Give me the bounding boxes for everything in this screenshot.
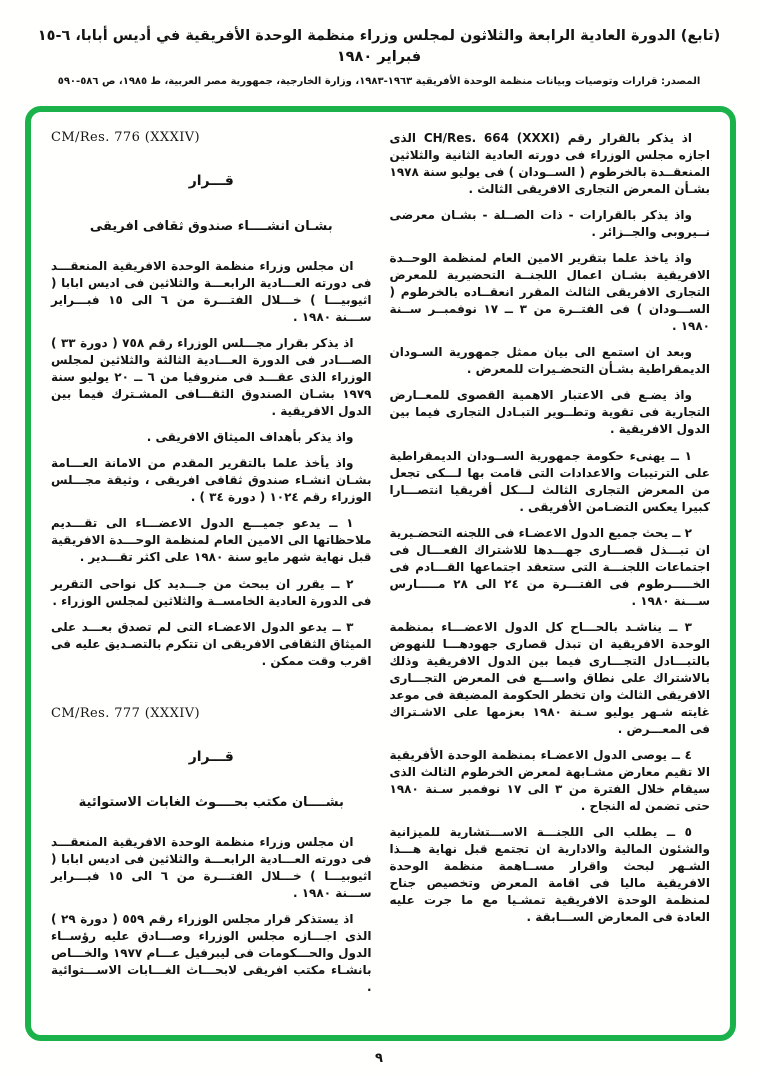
resolution-subject: بشـان انشــــاء صندوق ثقافى افريقى — [89, 219, 333, 234]
paragraph: واذ يذكر بأهداف الميثاق الافريقى . — [146, 430, 354, 445]
paragraph: ان مجلس وزراء منظمة الوحدة الافريقية المنعقـــد فى دورته العـــادية الرابعـــة والثلاثين فى اديس ابابا ( اثيوبيـــا ) خـــلال الفتـــرة من ٦ الى ١٥ فبـــراير ســـنة ١٩٨٠ . — [51, 834, 372, 900]
green-border-content-box — [25, 106, 736, 1041]
source-line: المصدر: قرارات وتوصيات وبيانات منظمة الوحدة الأفريقية ١٩٦٣-١٩٨٣، وزارة الخارجية، جمهورية مصر العربية، ط ١٩٨٥، ص ٥٨٦-٥٩٠ — [57, 76, 701, 88]
page-title: (تابع) الدورة العادية الرابعة والثلاثون لمجلس وزراء منظمة الوحدة الأفريقية في أديس أبابا، ٦-١٥ فبراير ١٩٨٠ — [37, 28, 721, 66]
paragraph: ١ ــ يدعو جميـــع الدول الاعضـــاء الى تقـــديم ملاحظاتها الى الامين العام لمنظمة الوحـــدة الافريقية قبل نهاية شهر مايو سنة ١٩٨٠ على اكثر تقـــدير . — [51, 516, 372, 565]
resolution-heading: قـــرار — [188, 173, 234, 189]
paragraph: واذ ياخذ علما بتقرير الامين العام لمنظمة الوحــدة الافريقية بشـان اعمال اللجنــة التحضيرية للمعرض التجارى الافريقى الثالث المقرر انعقــاده بالخرطوم ( الســـودان ) فى الفتــرة من ٣ ــ ١٧ نوفمبــر ســنة ١٩٨٠ . — [389, 251, 710, 334]
resolution-heading: قـــرار — [188, 748, 234, 765]
document-header — [26, 26, 732, 87]
paragraph: واذ يذكر بالقرارات - ذات الصــلة - بشـان معرضى نــيروبى والجــزائر . — [389, 208, 710, 240]
paragraph: ٢ ــ يقرر ان يبحث من جـــديد كل نواحى التقرير فى الدورة العادية الخامســة والثلاثين لمجلس الوزراء . — [51, 576, 372, 608]
paragraph: ٥ ــ يطلب الى اللجنـــة الاســـتشارية للميزانية والشئون المالية والادارية ان تجتمع قبل نهاية هـــذا الشـهر لبحث واقرار مســاهمة منظمة الوحدة الافريقية ماليا فى اقامة المعرض وتخصيص جناح لمنظمة الوحدة الافريقية تمشـيا مع ما جرت عليه العادة فى المعارض الســـابقة . — [389, 825, 710, 925]
resolution-777 — [51, 706, 372, 996]
paragraph: ٣ ــ يناشـد بالحـــاح كل الدول الاعضـــاء بمنظمة الوحدة الافريقية ان تبذل قصارى جهودهـــا للنهوض بالتبـــادل التجـــارى فيما بين الدول الافريقية وذلك بالاشتراك على نطاق واســـع فى المعرض التجـــارى الافريقى الثالث وان تخطر الحكومة المضيفة فى موعد غايته شـهر يوليو سـنة ١٩٨٠ بعزمها على الاشـتراك فى المعـــرض . — [389, 619, 711, 736]
paragraph: ٤ ــ يوصى الدول الاعضـاء بمنظمة الوحدة الأفريقية الا تقيم معارض مشـابهة لمعرض الخرطوم الثالث الذى سيقام خلال الفترة من ٣ الى ١٧ نوفمبر سـنة ١٩٨٠ حتى تضمن له النجاح . — [389, 748, 711, 814]
resolution-ref: CM/Res. 777 (XXXIV) — [51, 705, 201, 721]
paragraph: ٣ ــ يدعو الدول الاعضـاء التى لم تصدق بعـــد على الميثاق الثقافى الافريقى ان تتكرم بالتصـديق عليه فى اقرب وقت ممكن . — [51, 619, 372, 668]
paragraph: ان مجلس وزراء منظمة الوحدة الافريقية المنعقـــد فى دورته العـــادية الرابعـــة والثلاثين فى اديس ابابا ( اثيوبيـــا ) خـــلال الفتـــرة من ٦ الى ١٥ فبـــراير ســـنة ١٩٨٠ . — [51, 259, 372, 325]
paragraph: واذ يأخذ علما بالتقرير المقدم من الامانة العـــامة بشـان انشـاء صندوق ثقافى افريقى ، وثيقة مجـــلس الوزراء رقم ١٠٢٤ ( دورة ٣٤ ) . — [51, 456, 372, 505]
resolution-ref: CM/Res. 776 (XXXIV) — [51, 130, 201, 145]
left-column — [51, 130, 372, 1017]
paragraph: وبعد ان استمع الى بيان ممثل جمهورية السـودان الديمقراطية بشـأن التحضـيرات للمعرض . — [389, 345, 710, 377]
right-column — [390, 130, 711, 1017]
paragraph: ١ ــ يهنىء حكومة جمهورية الســودان الديمقراطية على الترتيبات والاعدادات التى قامت بها لـــكى تجعل من المعرض التجارى الثالث لـــكل أفريقيا انتصـــارا كبيرا يعكس التضـامن الأفريقى . — [389, 448, 710, 514]
paragraph: اذ يذكر بالقرار رقم ‎CH/Res. 664 (XXXI)‎ الذى اجازه مجلس الوزراء فى دورته العادية الثانية والثلاثين المنعقــدة بالخرطوم ( الســودان ) فى يوليو سنة ١٩٧٨ بشـأن المعرض التجارى الافريقى الثالث . — [389, 131, 710, 197]
resolution-subject: بشــــان مكتب بحــــوث الغابات الاستوائية — [78, 794, 344, 810]
resolution-776 — [51, 130, 372, 670]
page-number: ٩ — [375, 1051, 383, 1066]
paragraph: اذ يذكر بقرار مجـــلس الوزراء رقم ٧٥٨ ( دورة ٣٣ ) الصـــادر فى الدورة العـــادية الثالثة والثلاثين لمجلس الوزراء الذى عقـــد فى منروفيا من ٦ ــ ٢٠ يوليو سنة ١٩٧٩ بشـان الصندوق الثقـــافى المشـترك فيما بين الدول الافريقية . — [51, 336, 372, 419]
paragraph: اذ يستذكر قرار مجلس الوزراء رقم ٥٥٩ ( دورة ٢٩ ) الذى اجـــازه مجلس الوزراء وصـــادق عليه رؤســاء الدول والحـــكومات فى ليبرفيل عـــام ١٩٧٧ والخـــاص بانشـاء مكتب افريقى لابحـــاث الغـــابات الاســـتوائية . — [51, 911, 372, 994]
paragraph: واذ يضـع فى الاعتبار الاهمية القصوى للمعــارض التجارية فى تقوية وتطــوير التبـادل التجارى فيما بين الدول الافريقية . — [389, 388, 710, 437]
paragraph: ٢ ــ يحث جميع الدول الاعضـاء فى اللجنه التحضـيرية ان تبـــذل قصـــارى جهـــدها للاشتراك الفعـــال فى اجتماعات اللجنـــة التى ستعقد اجتماعها القـــادم فى الخـــــرطوم فى الفتـــرة من ٢٤ الى ٢٨ مـــــارس ســـنة ١٩٨٠ . — [389, 525, 710, 608]
